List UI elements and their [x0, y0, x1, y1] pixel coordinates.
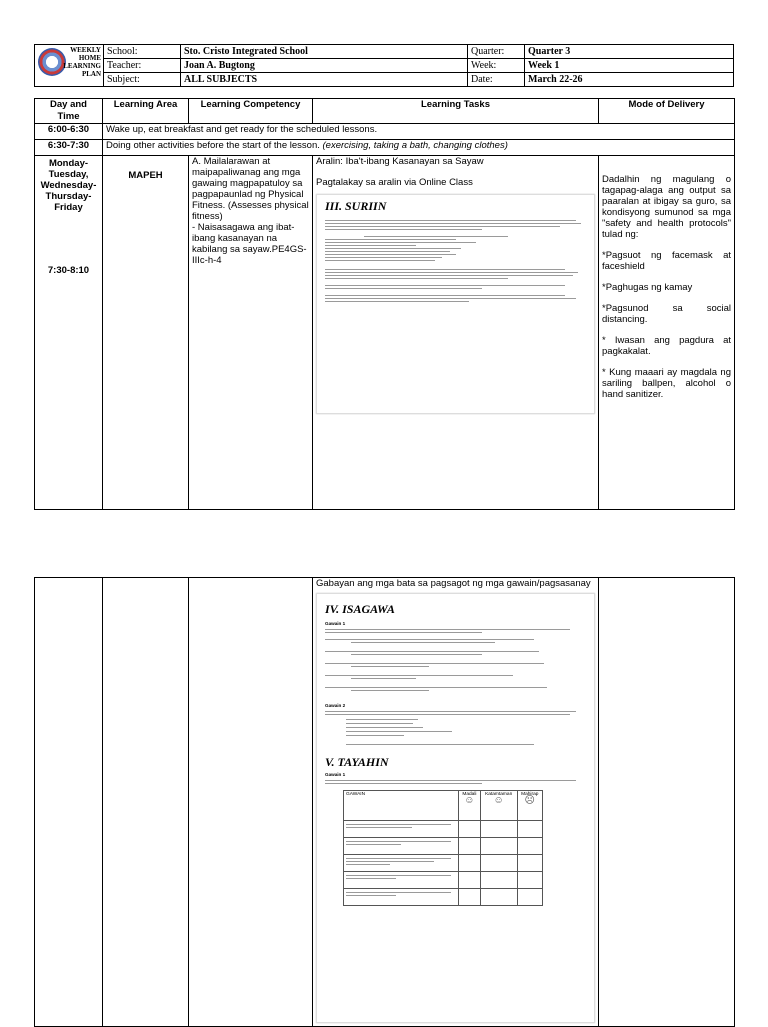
col-day-time: Day and Time — [35, 99, 103, 124]
time-label: 7:30-8:10 — [47, 265, 90, 276]
quarter-label: Quarter: — [468, 45, 525, 59]
guide-heading: Gabayan ang mga bata sa pagsagot ng mga gawain/pagsasanay — [316, 578, 591, 589]
sad-face-icon: ☹ — [524, 795, 535, 806]
date-label: Date: — [468, 73, 525, 87]
subject-label: Subject: — [104, 73, 181, 87]
rubric-header: Madali ☺ — [459, 791, 481, 821]
rubric-table — [343, 790, 543, 906]
gawain2-list — [346, 719, 586, 736]
row-task: Doing other activities before the start of the lesson. (exercising, taking a bath, changing clothes) — [103, 140, 735, 156]
week-label: Week: — [468, 59, 525, 73]
gawain1b-label: Gawain 1 — [325, 772, 346, 777]
tayahin-heading: V. TAYAHIN — [325, 755, 389, 769]
suriin-heading: III. SURIIN — [325, 199, 387, 213]
deped-seal-icon — [38, 48, 66, 76]
col-learning-area: Learning Area — [103, 99, 189, 124]
neutral-face-icon: ☺ — [493, 795, 504, 806]
teacher-label: Teacher: — [104, 59, 181, 73]
empty-cell — [35, 578, 103, 1027]
empty-cell — [103, 578, 189, 1027]
rubric-header: GAWAIN — [344, 791, 459, 821]
gawain1-label: Gawain 1 — [325, 621, 346, 626]
delivery-cell — [599, 156, 735, 510]
tasks-cell — [313, 156, 599, 510]
col-mode-delivery: Mode of Delivery — [599, 99, 735, 124]
week-value: Week 1 — [525, 59, 734, 73]
happy-face-icon: ☺ — [464, 795, 475, 806]
delivery-item: *Pagsunod sa social distancing. — [602, 303, 731, 325]
school-value: Sto. Cristo Integrated School — [181, 45, 468, 59]
row-task: Wake up, eat breakfast and get ready for the scheduled lessons. — [103, 124, 735, 140]
delivery-intro: Dadalhin ng magulang o tagapag-alaga ang output sa paaralan at ibigay sa guro, sa kondisyong sumunod sa mga "safety and health protocols" tulad ng: — [602, 174, 731, 240]
col-learning-tasks: Learning Tasks — [313, 99, 599, 124]
schedule-table — [34, 98, 735, 510]
day-time-cell — [35, 156, 103, 510]
rubric-header: Katamtaman ☺ — [480, 791, 517, 821]
delivery-item: * Kung maaari ay magdala ng sariling ballpen, alcohol o hand sanitizer. — [602, 367, 731, 400]
delivery-item: *Paghugas ng kamay — [602, 282, 693, 293]
empty-cell — [189, 578, 313, 1027]
col-competency: Learning Competency — [189, 99, 313, 124]
lesson-subtitle: Pagtalakay sa aralin via Online Class — [316, 177, 473, 188]
rubric-header: Mahirap ☹ — [517, 791, 542, 821]
delivery-item: * Iwasan ang pagdura at pagkakalat. — [602, 335, 731, 357]
school-label: School: — [104, 45, 181, 59]
isagawa-heading: IV. ISAGAWA — [325, 602, 395, 616]
subject-value: ALL SUBJECTS — [181, 73, 468, 87]
plan-header — [34, 44, 734, 87]
learning-area: MAPEH — [103, 156, 189, 510]
teacher-value: Joan A. Bugtong — [181, 59, 468, 73]
competency-a: A. Mailalarawan at maipapaliwanag ang mga gawaing magpapatuloy sa pagpapaunlad ng Physical Fitness. (Assesses physical fitness) — [192, 156, 309, 222]
schedule-table-continued — [34, 577, 735, 1027]
suriin-page-image — [316, 194, 595, 414]
delivery-item: *Pagsuot ng facemask at faceshield — [602, 250, 731, 272]
isagawa-page-image — [316, 593, 595, 1023]
days-label: Monday-Tuesday, Wednesday-Thursday-Friday — [40, 158, 97, 213]
tasks-cell-continued — [313, 578, 599, 1027]
plan-logo — [35, 45, 104, 87]
row-time: 6:30-7:30 — [35, 140, 103, 156]
gawain2-label: Gawain 2 — [325, 703, 346, 708]
quarter-value: Quarter 3 — [525, 45, 734, 59]
empty-cell — [599, 578, 735, 1027]
logo-caption: WEEKLY HOME LEARNING PLAN — [63, 46, 101, 78]
lesson-title: Aralin: Iba't-ibang Kasanayan sa Sayaw — [316, 156, 484, 167]
date-value: March 22-26 — [525, 73, 734, 87]
competency-b: - Naisasagawa ang ibat-ibang kasanayan na kabilang sa sayaw.PE4GS-IIIc-h-4 — [192, 222, 307, 266]
row-time: 6:00-6:30 — [35, 124, 103, 140]
suriin-text-lines — [325, 220, 586, 302]
competency-cell — [189, 156, 313, 510]
gawain1-items — [325, 639, 586, 691]
